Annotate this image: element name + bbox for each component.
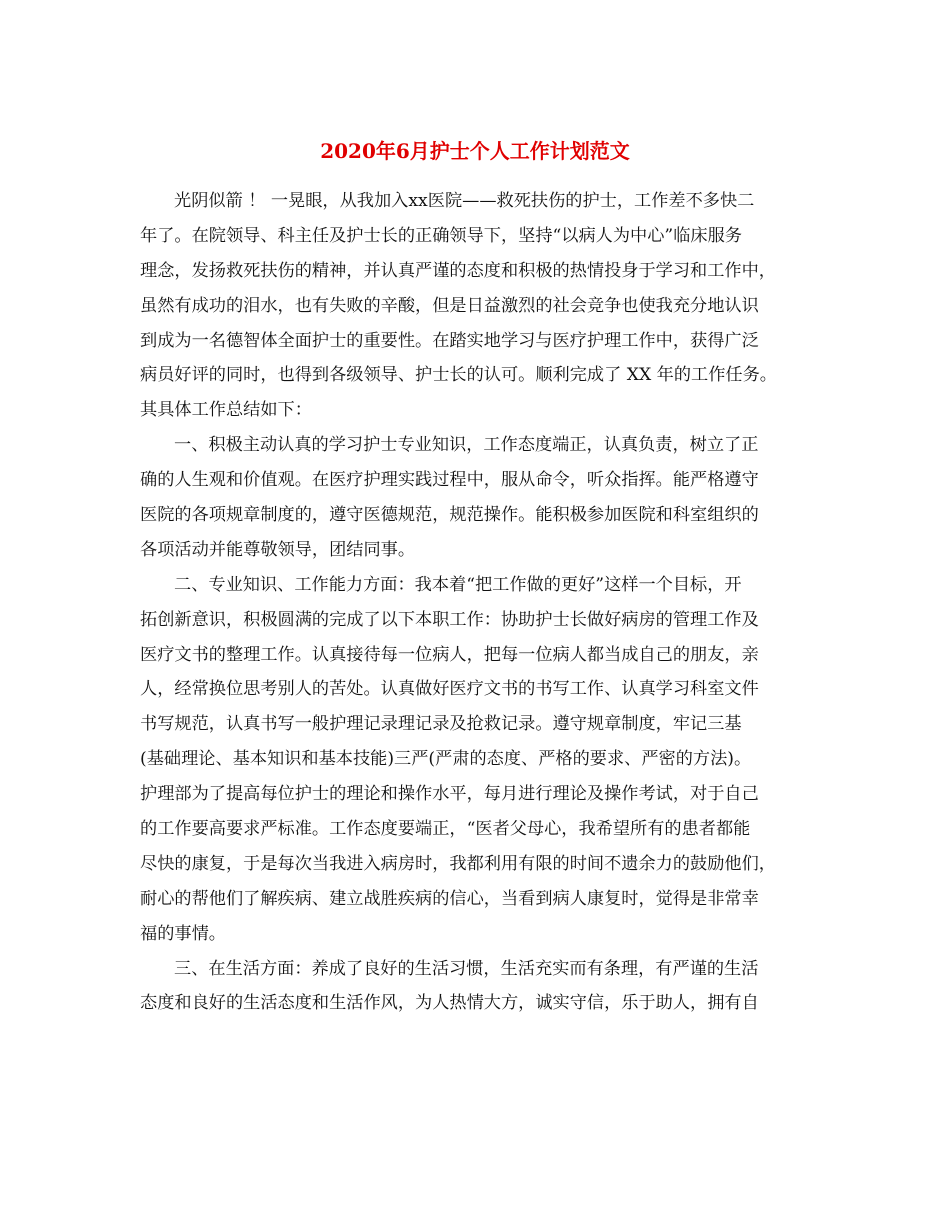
text-line: 福的事情。 bbox=[140, 923, 226, 944]
text-line: 其具体工作总结如下： bbox=[140, 400, 312, 421]
text-line: 拓创新意识，积极圆满的完成了以下本职工作：协助护士长做好病房的管理工作及 bbox=[140, 609, 759, 630]
text-line: 耐心的帮他们了解疾病、建立战胜疾病的信心，当看到病人康复时，觉得是非常幸 bbox=[140, 888, 759, 909]
document-title: 2020年6月护士个人工作计划范文 bbox=[320, 139, 630, 163]
text-line: 到成为一名德智体全面护士的重要性。在踏实地学习与医疗护理工作中，获得广泛 bbox=[140, 330, 759, 351]
text-line: 病员好评的同时，也得到各级领导、护士长的认可。顺利完成了 XX 年的工作任务。 bbox=[140, 365, 777, 386]
text-line: 书写规范，认真书写一般护理记录理记录及抢救记录。遵守规章制度，牢记三基 bbox=[140, 714, 742, 735]
text-line: 虽然有成功的泪水，也有失败的辛酸，但是日益激烈的社会竞争也使我充分地认识 bbox=[140, 295, 759, 316]
text-line: 医院的各项规章制度的，遵守医德规范，规范操作。能积极参加医院和科室组织的 bbox=[140, 505, 759, 526]
text-line: 的工作要高要求严标准。工作态度要端正，“医者父母心，我希望所有的患者都能 bbox=[140, 819, 751, 840]
text-line: 尽快的康复，于是每次当我进入病房时，我都利用有限的时间不遗余力的鼓励他们， bbox=[140, 853, 776, 874]
text-line: 年了。在院领导、科主任及护士长的正确领导下，坚持“以病人为中心”临床服务 bbox=[140, 225, 742, 246]
text-line: 光阴似箭 ！ 一晃眼，从我加入xx医院——救死扶伤的护士，工作差不多快二 bbox=[174, 191, 755, 211]
text-line: 一、积极主动认真的学习护士专业知识，工作态度端正，认真负责，树立了正 bbox=[174, 435, 759, 456]
text-line: 护理部为了提高每位护士的理论和操作水平，每月进行理论及操作考试，对于自己 bbox=[140, 784, 759, 805]
text-line: 医疗文书的整理工作。认真接待每一位病人，把每一位病人都当成自己的朋友，亲 bbox=[140, 644, 759, 665]
text-line: 三、在生活方面：养成了良好的生活习惯，生活充实而有条理，有严谨的生活 bbox=[174, 958, 759, 979]
text-line: 理念，发扬救死扶伤的精神，并认真严谨的态度和积极的热情投身于学习和工作中， bbox=[140, 260, 776, 281]
text-line: (基础理论、基本知识和基本技能)三严(严肃的态度、严格的要求、严密的方法)。 bbox=[140, 749, 752, 770]
text-line: 人，经常换位思考别人的苦处。认真做好医疗文书的书写工作、认真学习科室文件 bbox=[140, 679, 759, 700]
text-line: 二、专业知识、工作能力方面：我本着“把工作做的更好”这样一个目标，开 bbox=[174, 574, 742, 595]
text-line: 各项活动并能尊敬领导，团结同事。 bbox=[140, 539, 416, 560]
text-line: 态度和良好的生活态度和生活作风，为人热情大方，诚实守信，乐于助人，拥有自 bbox=[140, 993, 759, 1014]
document-body bbox=[140, 184, 826, 1021]
text-line: 确的人生观和价值观。在医疗护理实践过程中，服从命令，听众指挥。能严格遵守 bbox=[140, 470, 759, 491]
